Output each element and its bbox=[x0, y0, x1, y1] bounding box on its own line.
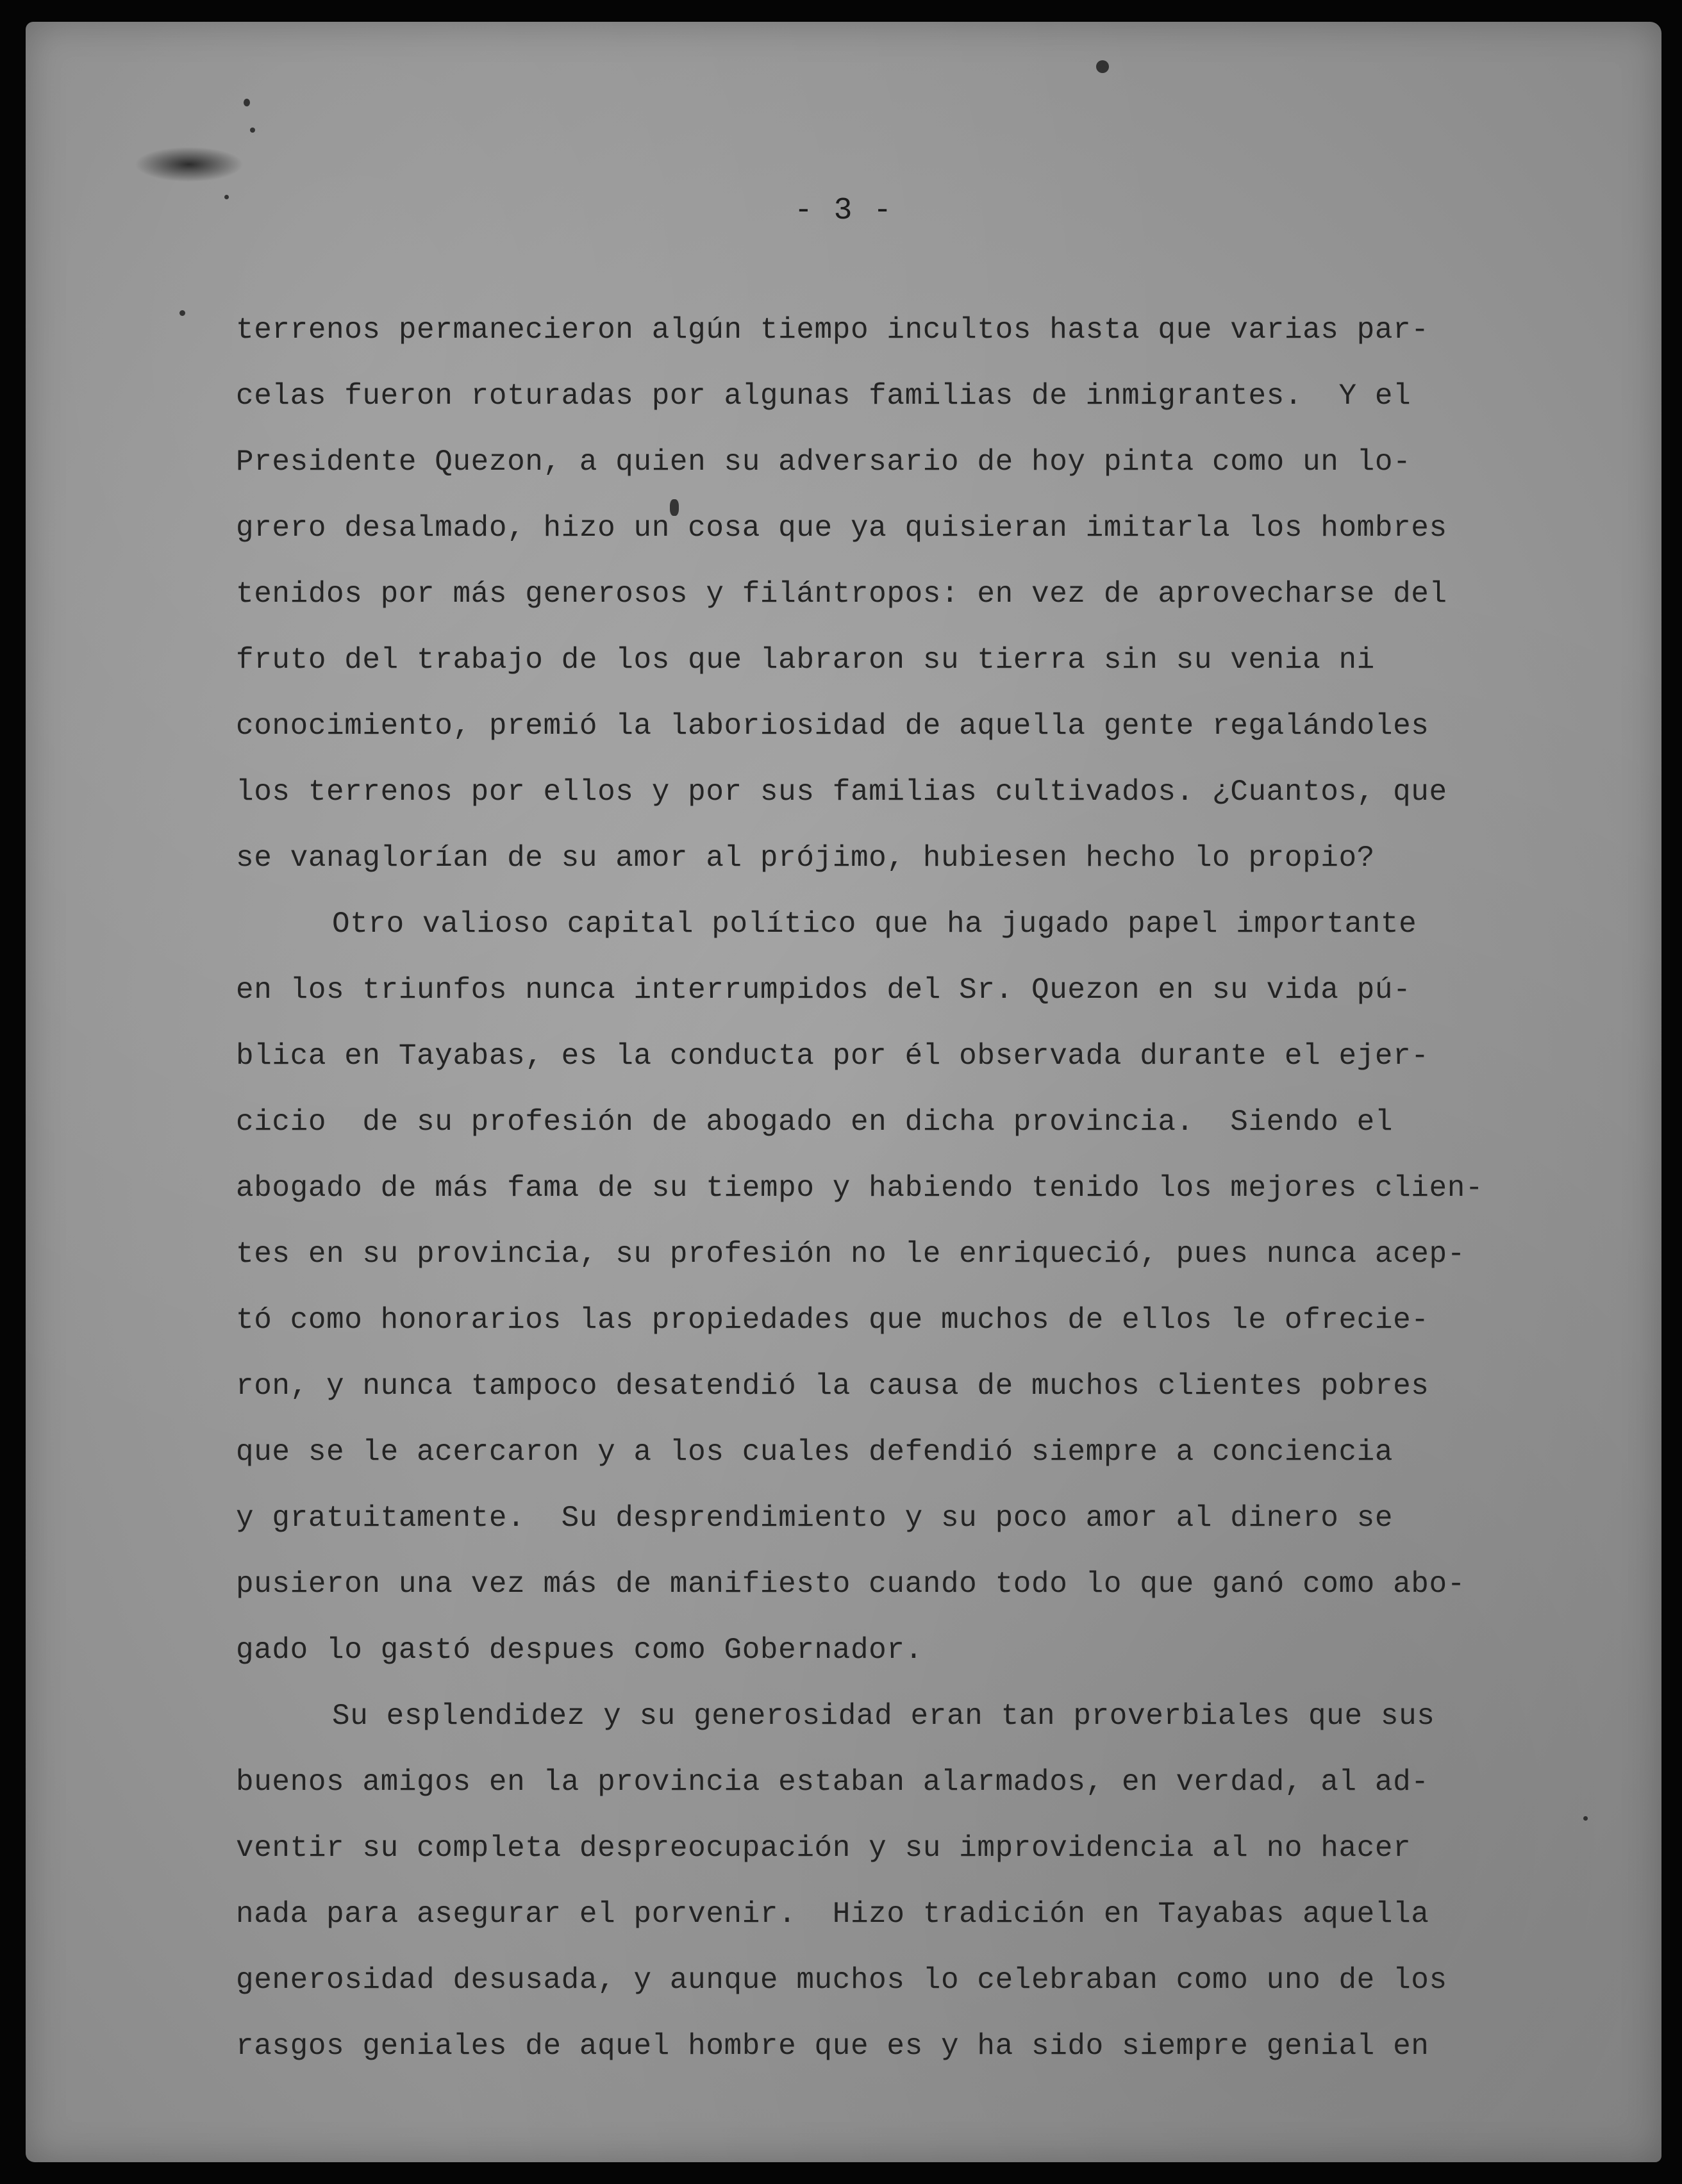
text-line: Su esplendidez y su generosidad eran tan proverbiales que sus bbox=[332, 1700, 1435, 1733]
text-line: abogado de más fama de su tiempo y habiendo tenido los mejores clien- bbox=[236, 1171, 1484, 1205]
text-line: cicio de su profesión de abogado en dicha provincia. Siendo el bbox=[236, 1105, 1394, 1139]
text-line: tenidos por más generosos y filántropos: en vez de aprovecharse del bbox=[236, 577, 1447, 611]
ink-speck bbox=[1096, 60, 1109, 73]
page-number: - 3 - bbox=[794, 194, 894, 228]
paragraph-2 bbox=[236, 891, 1601, 1684]
text-line: blica en Tayabas, es la conducta por él observada durante el ejer- bbox=[236, 1039, 1429, 1073]
text-line: tó como honorarios las propiedades que muchos de ellos le ofrecie- bbox=[236, 1303, 1429, 1337]
text-line: gado lo gastó despues como Gobernador. bbox=[236, 1634, 923, 1667]
ink-smudge bbox=[135, 147, 244, 182]
text-line: rasgos geniales de aquel hombre que es y ha sido siempre genial en bbox=[236, 2030, 1429, 2063]
text-line: conocimiento, premió la laboriosidad de aquella gente regalándoles bbox=[236, 709, 1429, 743]
typed-text-body bbox=[236, 297, 1601, 2080]
ink-speck bbox=[179, 310, 185, 316]
text-line: terrenos permanecieron algún tiempo incultos hasta que varias par- bbox=[236, 313, 1429, 347]
text-line: ron, y nunca tampoco desatendió la causa de muchos clientes pobres bbox=[236, 1369, 1429, 1403]
text-line: Otro valioso capital político que ha jugado papel importante bbox=[332, 907, 1417, 941]
ink-speck bbox=[244, 99, 250, 106]
text-line: buenos amigos en la provincia estaban alarmados, en verdad, al ad- bbox=[236, 1766, 1429, 1799]
paper-sheet bbox=[26, 22, 1661, 2162]
text-line: que se le acercaron y a los cuales defendió siempre a conciencia bbox=[236, 1435, 1394, 1469]
ink-speck bbox=[250, 128, 255, 133]
text-line: tes en su provincia, su profesión no le enriqueció, pues nunca acep- bbox=[236, 1237, 1465, 1271]
text-line: se vanaglorían de su amor al prójimo, hubiesen hecho lo propio? bbox=[236, 841, 1375, 875]
text-line: pusieron una vez más de manifiesto cuando todo lo que ganó como abo- bbox=[236, 1568, 1465, 1601]
text-line: en los triunfos nunca interrumpidos del Sr. Quezon en su vida pú- bbox=[236, 973, 1411, 1007]
paragraph-3 bbox=[236, 1684, 1601, 2080]
text-line: ventir su completa despreocupación y su improvidencia al no hacer bbox=[236, 1832, 1411, 1865]
text-line: nada para asegurar el porvenir. Hizo tradición en Tayabas aquella bbox=[236, 1898, 1429, 1931]
text-line: grero desalmado, hizo un cosa que ya quisieran imitarla los hombres bbox=[236, 511, 1447, 545]
text-line: fruto del trabajo de los que labraron su tierra sin su venia ni bbox=[236, 643, 1375, 677]
text-line: los terrenos por ellos y por sus familias cultivados. ¿Cuantos, que bbox=[236, 775, 1447, 809]
text-line: y gratuitamente. Su desprendimiento y su poco amor al dinero se bbox=[236, 1502, 1394, 1535]
text-line: celas fueron roturadas por algunas familias de inmigrantes. Y el bbox=[236, 379, 1411, 413]
paragraph-1 bbox=[236, 297, 1601, 891]
text-line: generosidad desusada, y aunque muchos lo celebraban como uno de los bbox=[236, 1964, 1447, 1997]
text-line: Presidente Quezon, a quien su adversario de hoy pinta como un lo- bbox=[236, 445, 1411, 479]
